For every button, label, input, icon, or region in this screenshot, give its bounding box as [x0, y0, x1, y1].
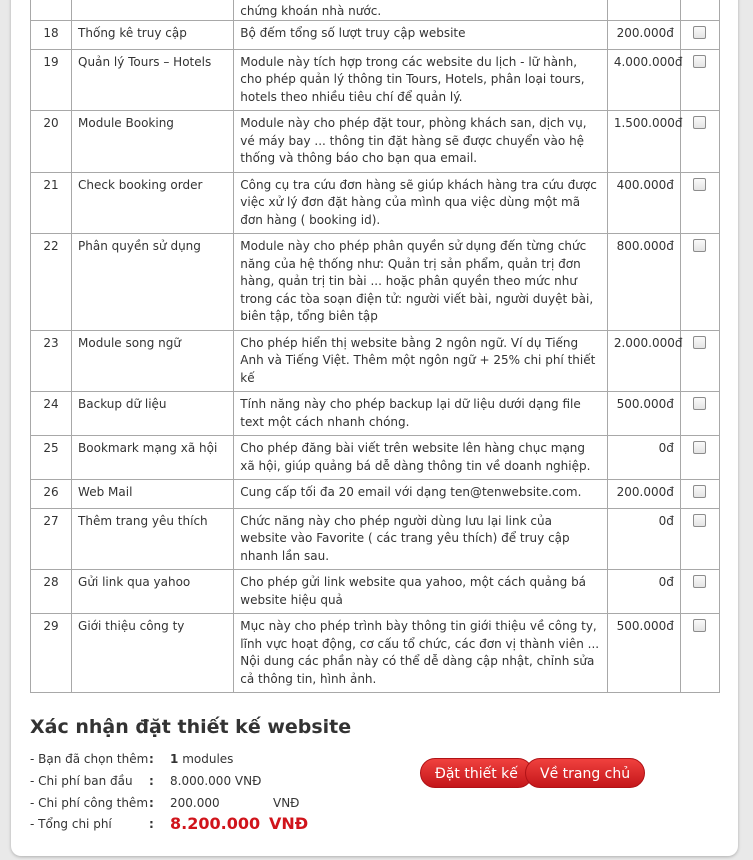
base-cost-label: - Chi phí ban đầu — [30, 774, 133, 788]
module-name: Giới thiệu công ty — [72, 614, 234, 693]
extra-cost-colon: : — [149, 796, 154, 810]
module-select-cell — [680, 0, 719, 21]
module-description: Module này tích hợp trong các website du lịch - lữ hành, cho phép quản lý thông tin Tours, Hotels, phân loại tours, hotels theo nhiều tiêu chí để quản lý. — [234, 49, 608, 111]
module-select-cell — [680, 172, 719, 234]
module-select-checkbox[interactable] — [693, 397, 706, 410]
module-select-cell — [680, 508, 719, 570]
module-select-checkbox[interactable] — [693, 55, 706, 68]
module-description: Chức năng này cho phép người dùng lưu lại link của website vào Favorite ( các trang yêu thích) để truy cập nhanh lần sau. — [234, 508, 608, 570]
module-price: 2.000.000đ — [607, 330, 680, 392]
module-name: Module song ngữ — [72, 330, 234, 392]
module-description: Bộ đếm tổng số lượt truy cập website — [234, 21, 608, 50]
module-select-checkbox[interactable] — [693, 178, 706, 191]
module-price: 0đ — [607, 570, 680, 614]
module-number: 21 — [31, 172, 72, 234]
module-name: Gửi link qua yahoo — [72, 570, 234, 614]
module-row — [31, 0, 720, 21]
module-number — [31, 0, 72, 21]
module-name: Module Booking — [72, 111, 234, 173]
module-description: Công cụ tra cứu đơn hàng sẽ giúp khách hàng tra cứu được việc xử lý đơn đặt hàng của mình qua việc dùng một mã đơn hàng ( booking id). — [234, 172, 608, 234]
extra-cost-label: - Chi phí công thêm — [30, 796, 149, 810]
module-number: 26 — [31, 480, 72, 509]
module-row — [31, 392, 720, 436]
module-row — [31, 49, 720, 111]
module-price: 500.000đ — [607, 614, 680, 693]
module-description: Mục này cho phép trình bày thông tin giới thiệu về công ty, lĩnh vực hoạt động, cơ cấu tổ chức, các đơn vị thành viên ... Nội dung các phần này có thể dễ dàng cập nhật, chỉnh sửa cả thông tin, hình ảnh. — [234, 614, 608, 693]
module-description: Cho phép đăng bài viết trên website lên hàng chục mạng xã hội, giúp quảng bá dễ dàng thông tin về doanh nghiệp. — [234, 436, 608, 480]
selected-colon: : — [149, 752, 154, 766]
module-price: 400.000đ — [607, 172, 680, 234]
module-number: 24 — [31, 392, 72, 436]
module-number: 28 — [31, 570, 72, 614]
module-name: Phân quyền sử dụng — [72, 234, 234, 331]
module-table — [30, 0, 720, 693]
module-select-checkbox[interactable] — [693, 485, 706, 498]
module-select-cell — [680, 436, 719, 480]
module-price: 1.500.000đ — [607, 111, 680, 173]
module-description: Module này cho phép phân quyền sử dụng đến từng chức năng của hệ thống như: Quản trị sản phẩm, quản trị đơn hàng, quản trị tin bài ... hoặc phân quyền theo mức như trong các tòa soạn điện tử: người viết bài, người duyệt bài, biên tập, tổng biên tập — [234, 234, 608, 331]
module-description: Module này cho phép đặt tour, phòng khách san, dịch vụ, vé máy bay ... thông tin đặt hàng sẽ được chuyển vào hệ thống và thông báo cho bạn qua email. — [234, 111, 608, 173]
module-select-cell — [680, 21, 719, 50]
module-name: Thêm trang yêu thích — [72, 508, 234, 570]
module-name: Quản lý Tours – Hotels — [72, 49, 234, 111]
module-row — [31, 570, 720, 614]
module-number: 27 — [31, 508, 72, 570]
module-row — [31, 614, 720, 693]
module-select-checkbox[interactable] — [693, 116, 706, 129]
module-name: Web Mail — [72, 480, 234, 509]
selected-label: - Bạn đã chọn thêm — [30, 752, 149, 766]
module-select-checkbox[interactable] — [693, 619, 706, 632]
selected-value — [170, 752, 233, 766]
extra-cost-value: 200.000 — [170, 796, 220, 810]
module-row — [31, 330, 720, 392]
selected-count: 1 — [170, 752, 179, 766]
module-select-cell — [680, 480, 719, 509]
module-number: 19 — [31, 49, 72, 111]
selected-unit: modules — [182, 752, 234, 766]
module-description: Cho phép hiển thị website bằng 2 ngôn ngữ. Ví dụ Tiếng Anh và Tiếng Việt. Thêm một ngôn ngữ + 25% chi phí thiết kế — [234, 330, 608, 392]
module-row — [31, 508, 720, 570]
home-button[interactable]: Về trang chủ — [525, 758, 645, 788]
module-price: 500.000đ — [607, 392, 680, 436]
module-select-checkbox[interactable] — [693, 575, 706, 588]
module-number: 29 — [31, 614, 72, 693]
module-price: 0đ — [607, 508, 680, 570]
module-select-cell — [680, 234, 719, 331]
module-row — [31, 436, 720, 480]
module-table-body — [31, 0, 720, 693]
module-name: Check booking order — [72, 172, 234, 234]
module-select-checkbox[interactable] — [693, 514, 706, 527]
module-select-cell — [680, 111, 719, 173]
module-row — [31, 111, 720, 173]
module-row — [31, 21, 720, 50]
base-cost-value: 8.000.000 VNĐ — [170, 774, 262, 788]
module-number: 20 — [31, 111, 72, 173]
total-cost-unit: VNĐ — [269, 814, 309, 833]
module-row — [31, 234, 720, 331]
order-design-button[interactable]: Đặt thiết kế — [420, 758, 533, 788]
module-select-checkbox[interactable] — [693, 26, 706, 39]
module-price: 4.000.000đ — [607, 49, 680, 111]
module-description: Tính năng này cho phép backup lại dữ liệu dưới dạng file text một cách nhanh chóng. — [234, 392, 608, 436]
module-name: Backup dữ liệu — [72, 392, 234, 436]
module-price: 200.000đ — [607, 480, 680, 509]
module-select-cell — [680, 570, 719, 614]
base-cost-colon: : — [149, 774, 154, 788]
module-description: Cho phép gửi link website qua yahoo, một cách quảng bá website hiệu quả — [234, 570, 608, 614]
module-description: chứng khoán nhà nước. — [234, 0, 608, 21]
module-number: 23 — [31, 330, 72, 392]
module-name: Thống kê truy cập — [72, 21, 234, 50]
module-select-cell — [680, 614, 719, 693]
module-select-checkbox[interactable] — [693, 239, 706, 252]
module-number: 18 — [31, 21, 72, 50]
module-select-cell — [680, 392, 719, 436]
extra-cost-unit: VNĐ — [273, 796, 300, 810]
module-name — [72, 0, 234, 21]
module-select-checkbox[interactable] — [693, 441, 706, 454]
module-select-cell — [680, 49, 719, 111]
module-select-checkbox[interactable] — [693, 336, 706, 349]
confirm-title: Xác nhận đặt thiết kế website — [30, 716, 352, 738]
module-price — [607, 0, 680, 21]
module-number: 25 — [31, 436, 72, 480]
module-description: Cung cấp tối đa 20 email với dạng ten@tenwebsite.com. — [234, 480, 608, 509]
total-cost-colon: : — [149, 817, 154, 831]
module-price: 0đ — [607, 436, 680, 480]
module-select-cell — [680, 330, 719, 392]
module-number: 22 — [31, 234, 72, 331]
module-row — [31, 172, 720, 234]
module-name: Bookmark mạng xã hội — [72, 436, 234, 480]
total-cost-label: - Tổng chi phí — [30, 817, 112, 831]
total-cost-value: 8.200.000 — [170, 814, 261, 833]
content-panel — [11, 0, 738, 856]
module-row — [31, 480, 720, 509]
module-price: 200.000đ — [607, 21, 680, 50]
module-price: 800.000đ — [607, 234, 680, 331]
